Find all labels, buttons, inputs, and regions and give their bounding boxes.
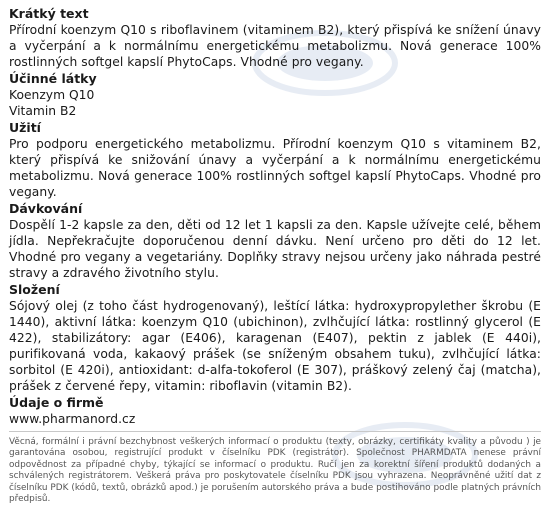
section-title: Složení — [9, 282, 60, 297]
section-body: Sójový olej (z toho část hydrogenovaný), leštící látka: hydroxypropylether škrobu (E 1440), aktivní látka: koenzym Q10 (ubichinon), zvlhčující látka: rostlinný glycerol (E 422), stabilizátory: agar (E406), karagenan (E407), pektin z jablek (E 440i), purifikovaná voda, kakaový prášek (se sníženým obsahem tuku), zvlhčující látka: sorbitol (E 420i), antioxidant: d-alfa-tokoferol (E 307), práškový zelený čaj (matcha), prášek z červené řepy, vitamin: riboflavin (vitamin B2). — [9, 299, 541, 393]
section-kratky-text — [9, 6, 541, 70]
section-title: Údaje o firmě — [9, 395, 104, 410]
section-title: Krátký text — [9, 6, 89, 21]
section-ucinne-latky — [9, 71, 541, 119]
list-item: Koenzym Q10 — [9, 88, 95, 102]
divider — [9, 431, 541, 432]
active-substances-list — [9, 87, 541, 119]
section-title: Užití — [9, 120, 41, 135]
section-title: Účinné látky — [9, 71, 97, 86]
section-davkovani — [9, 201, 541, 281]
section-slozeni — [9, 282, 541, 394]
section-body: Přírodní koenzym Q10 s riboflavinem (vitaminem B2), který přispívá ke snížení únavy a vyčerpání a k normálnímu energetickému metabolizmu. Nová generace 100% rostlinných softgel kapslí PhytoCaps. Vhodné pro vegany. — [9, 23, 541, 69]
section-body: Pro podporu energetického metabolizmu. Přírodní koenzym Q10 s vitaminem B2, který přispívá ke snižování únavy a vyčerpání a k normálnímu energetickému metabolizmu. Nová generace 100% rostlinných softgel kapslí PhytoCaps. Vhodné pro vegany. — [9, 137, 541, 199]
disclaimer-text: Věcná, formální i právní bezchybnost veškerých informací o produktu (texty, obrázky, certifikáty kvality a původu ) je garantována osobou, registrující produkt v číselníku PDK (registrátor). Společnost PHARMDATA nenese právní odpovědnost za případné chyby, týkající se informací o produktu. Ručí jen za korektní šíření produktů dodaných a schválených registrátorem. Veškerá práva pro poskytovatele číselníku PDK jsou vyhrazena. Neoprávněné užití dat z číselníku PDK (kódů, textů, obrázků apod.) je porušením autorského práva a bude postihováno podle platných právních předpisů. — [9, 437, 541, 505]
section-uziti — [9, 120, 541, 200]
section-body: Dospělí 1-2 kapsle za den, děti od 12 let 1 kapsli za den. Kapsle užívejte celé, během jídla. Nepřekračujte doporučenou denní dávku. Není určeno pro děti do 12 let. Vhodné pro vegany a vegetariány. Doplňky stravy nejsou určeny jako náhrada pestré stravy a zdravého životního stylu. — [9, 218, 541, 280]
section-title: Dávkování — [9, 201, 83, 216]
section-udaje-o-firme — [9, 395, 541, 427]
list-item: Vitamin B2 — [9, 104, 77, 118]
product-info-document — [9, 6, 541, 505]
company-website: www.pharmanord.cz — [9, 412, 136, 426]
